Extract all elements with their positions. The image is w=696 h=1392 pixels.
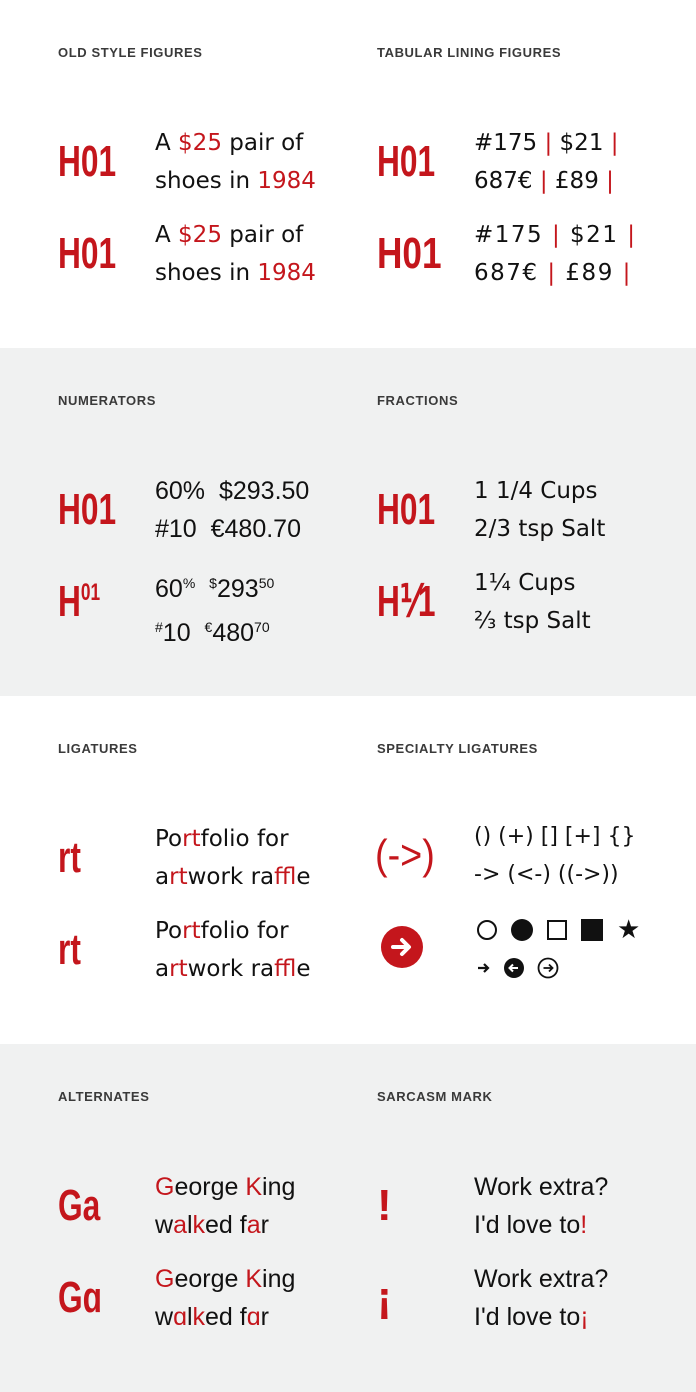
glyph-fractions-1: H01: [377, 485, 436, 534]
heading-tabular: TABULAR LINING FIGURES: [377, 45, 562, 60]
glyph-old-style-1: H01: [58, 137, 117, 186]
open-square-icon: [547, 920, 567, 940]
band-ligatures: [0, 696, 696, 1044]
glyph-old-style-2: H01: [58, 229, 117, 278]
right-arrow-circle-icon: [381, 926, 423, 968]
tabular-sample-2: #175 | $21 | 687€ | £89 |: [474, 222, 637, 286]
filled-square-icon: [581, 919, 603, 941]
band-alternates-sarcasm: [0, 1044, 696, 1392]
heading-fractions: FRACTIONS: [377, 393, 459, 408]
glyph-tabular-2: H01: [377, 229, 442, 278]
filled-circle-icon: [511, 919, 533, 941]
band-figures: [0, 0, 696, 348]
glyph-numerators-1: H01: [58, 485, 117, 534]
heading-old-style: OLD STYLE FIGURES: [58, 45, 203, 60]
glyph-ligature-1: rt: [58, 833, 81, 882]
heading-specialty: SPECIALTY LIGATURES: [377, 741, 538, 756]
glyph-sarcasm-2: ¡: [377, 1273, 392, 1322]
numerators-sample-2: 60% $^{\$}293^{50}$ #10 $^€480^{70}$: [155, 575, 275, 647]
ligature-sample-2: Portfolio for artwork raffle: [155, 918, 311, 982]
open-circle-icon: [477, 920, 497, 940]
fractions-sample-1: 1 1/4 Cups 2/3 tsp Salt: [474, 478, 606, 542]
band-numerators-fractions: [0, 348, 696, 696]
glyph-fractions-2: H⅟1: [377, 577, 436, 626]
alternates-sample-1: George King walked far: [155, 1173, 296, 1239]
glyph-tabular-1: H01: [377, 137, 436, 186]
arrow-symbols-row: [477, 957, 559, 979]
fractions-sample-2: 1¼ Cups ⅔ tsp Salt: [474, 570, 591, 634]
heading-numerators: NUMERATORS: [58, 393, 156, 408]
left-arrow-filled-circle-icon: [503, 957, 525, 979]
glyph-alternates-2: Gɑ: [58, 1273, 102, 1322]
sarcasm-sample-2: Work extra? I'd love to¡: [474, 1265, 609, 1331]
old-style-sample-1: A $25 pair of shoes in 1984: [155, 130, 316, 194]
specialty-sample-1: () (+) [] [+] {} -> (<-) ((->)): [474, 824, 636, 887]
glyph-numerators-2: $H^{01}$: [58, 577, 101, 626]
ligature-sample-1: Portfolio for artwork raffle: [155, 826, 311, 890]
glyph-specialty-1: (->): [375, 831, 435, 878]
sarcasm-sample-1: Work extra? I'd love to!: [474, 1173, 609, 1239]
heading-ligatures: LIGATURES: [58, 741, 138, 756]
glyph-alternates-1: Ga: [58, 1181, 101, 1230]
old-style-sample-2: A $25 pair of shoes in 1984: [155, 222, 316, 286]
numerators-sample-1: 60% $293.50 #10 €480.70: [155, 477, 310, 543]
tabular-sample-1: #175 | $21 | 687€ | £89 |: [474, 130, 619, 194]
heading-alternates: ALTERNATES: [58, 1089, 150, 1104]
star-icon: ★: [617, 915, 641, 945]
glyph-sarcasm-1: !: [377, 1181, 392, 1230]
alternates-sample-2: George King wɑlked fɑr: [155, 1265, 296, 1331]
small-right-arrow-icon: [477, 961, 491, 975]
heading-sarcasm: SARCASM MARK: [377, 1089, 493, 1104]
right-arrow-open-circle-icon: [537, 957, 559, 979]
glyph-ligature-2: rt: [58, 925, 81, 974]
shape-symbols-row: [477, 915, 641, 945]
